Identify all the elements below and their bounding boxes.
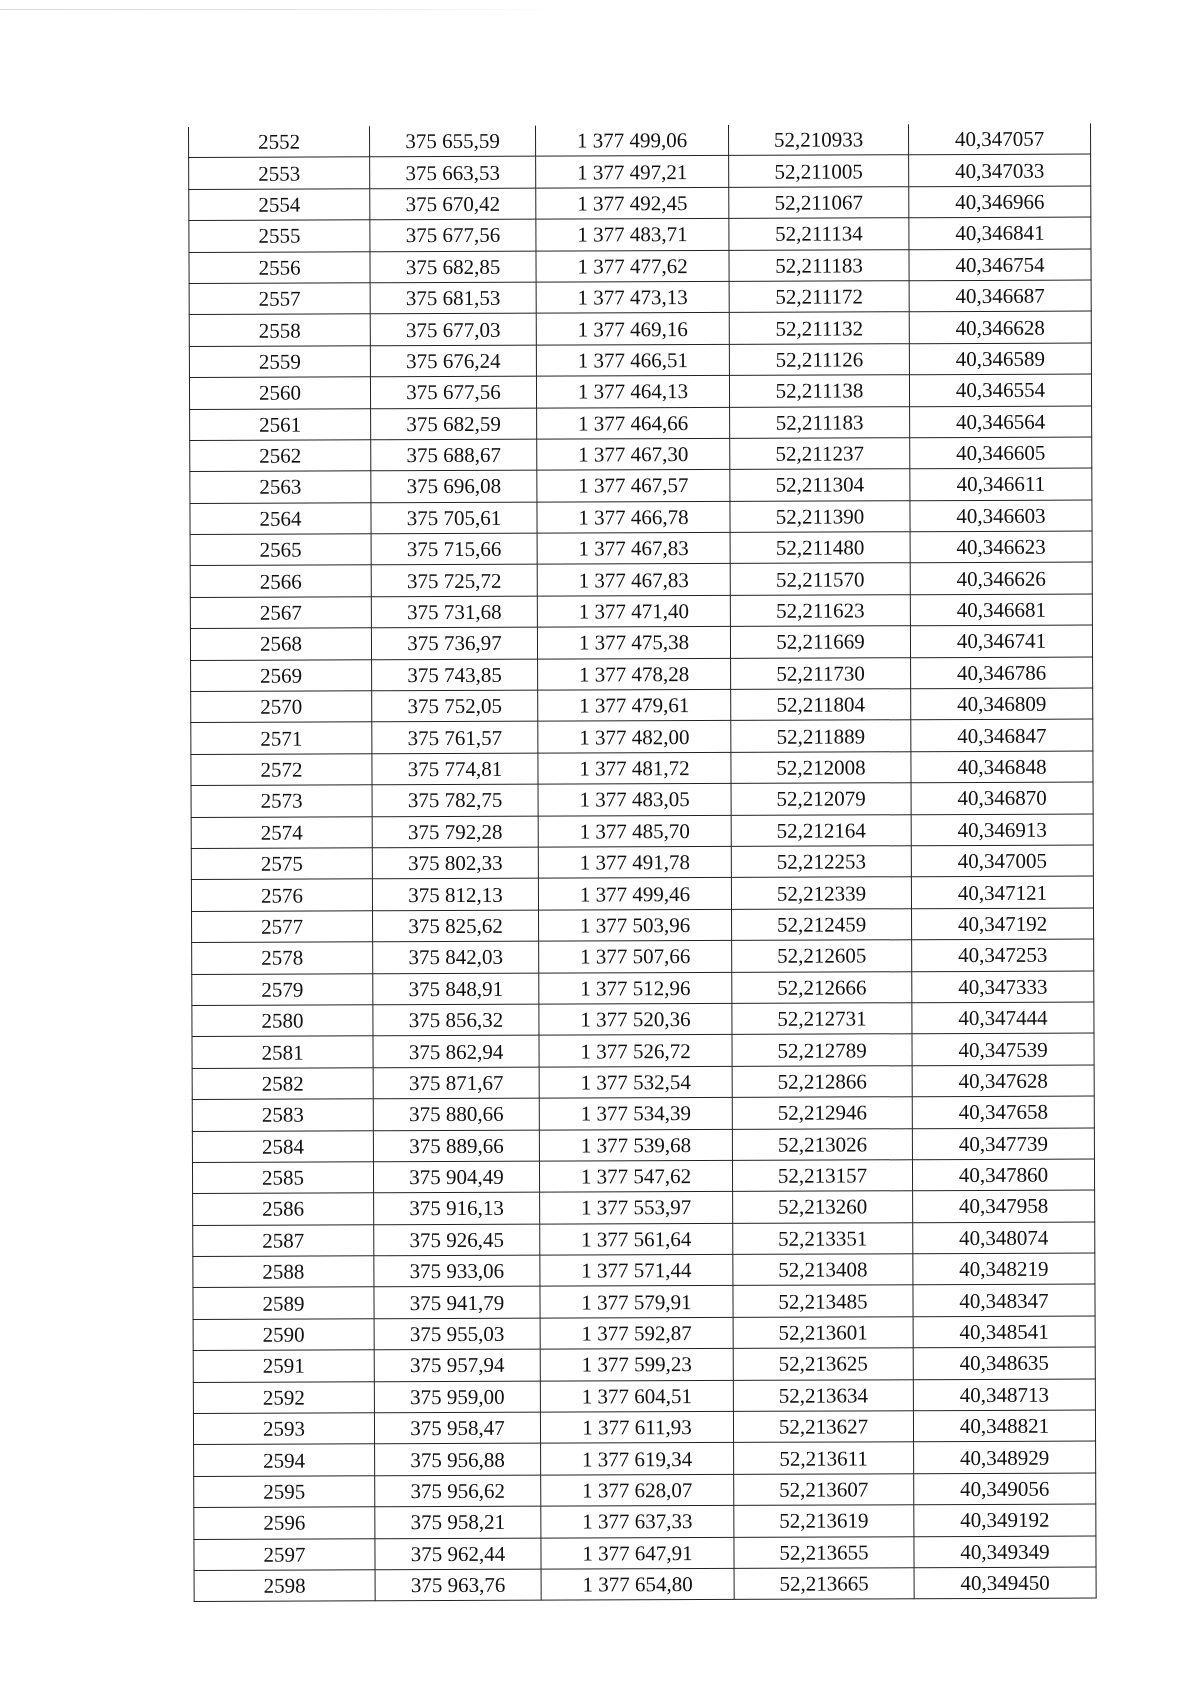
y-coordinate-cell: 1 377 477,62	[536, 250, 729, 282]
point-number-cell: 2560	[189, 377, 370, 409]
table-row	[191, 814, 1093, 849]
latitude-cell: 52,212666	[732, 971, 912, 1003]
table-row	[192, 1128, 1094, 1163]
coordinates-table	[188, 124, 1097, 1603]
y-coordinate-cell: 1 377 520,36	[539, 1003, 732, 1035]
x-coordinate-cell: 375 736,97	[371, 627, 537, 659]
table-row	[193, 1190, 1095, 1225]
y-coordinate-cell: 1 377 485,70	[538, 815, 731, 847]
latitude-cell: 52,211237	[730, 438, 910, 470]
y-coordinate-cell: 1 377 507,66	[539, 941, 732, 973]
table-row	[193, 1379, 1095, 1414]
x-coordinate-cell: 375 792,28	[372, 816, 538, 848]
longitude-cell: 40,349349	[914, 1536, 1096, 1568]
x-coordinate-cell: 375 663,53	[370, 157, 536, 189]
table-row	[189, 343, 1091, 378]
point-number-cell: 2554	[189, 189, 370, 221]
table-row	[190, 437, 1092, 472]
table-row	[191, 719, 1093, 754]
table-row	[193, 1253, 1095, 1288]
latitude-cell: 52,213627	[733, 1411, 913, 1443]
table-row	[194, 1504, 1096, 1539]
x-coordinate-cell: 375 889,66	[373, 1130, 539, 1162]
table-row	[189, 124, 1091, 158]
longitude-cell: 40,346623	[910, 531, 1092, 563]
longitude-cell: 40,347628	[912, 1065, 1094, 1097]
latitude-cell: 52,211390	[730, 500, 910, 532]
latitude-cell: 52,211183	[730, 406, 910, 438]
table-row	[191, 751, 1093, 786]
longitude-cell: 40,346628	[909, 311, 1091, 343]
latitude-cell: 52,211570	[730, 563, 910, 595]
latitude-cell: 52,212253	[731, 846, 911, 878]
point-number-cell: 2552	[189, 126, 370, 158]
y-coordinate-cell: 1 377 464,66	[537, 407, 730, 439]
latitude-cell: 52,212459	[732, 908, 912, 940]
latitude-cell: 52,211669	[730, 626, 910, 658]
longitude-cell: 40,346841	[909, 217, 1091, 249]
x-coordinate-cell: 375 933,06	[374, 1255, 540, 1287]
x-coordinate-cell: 375 696,08	[371, 470, 537, 502]
y-coordinate-cell: 1 377 553,97	[540, 1192, 733, 1224]
point-number-cell: 2553	[189, 157, 370, 189]
y-coordinate-cell: 1 377 534,39	[539, 1098, 732, 1130]
point-number-cell: 2588	[193, 1256, 374, 1288]
point-number-cell: 2567	[190, 597, 371, 629]
latitude-cell: 52,213611	[734, 1442, 914, 1474]
longitude-cell: 40,348219	[913, 1253, 1095, 1285]
latitude-cell: 52,213260	[733, 1191, 913, 1223]
point-number-cell: 2595	[194, 1476, 375, 1508]
table-row	[192, 939, 1094, 974]
latitude-cell: 52,213619	[734, 1505, 914, 1537]
longitude-cell: 40,346603	[910, 500, 1092, 532]
longitude-cell: 40,346554	[909, 374, 1091, 406]
latitude-cell: 52,213634	[733, 1379, 913, 1411]
table-row	[189, 249, 1091, 284]
point-number-cell: 2570	[191, 691, 372, 723]
longitude-cell: 40,346966	[909, 186, 1091, 218]
latitude-cell: 52,212946	[732, 1097, 912, 1129]
y-coordinate-cell: 1 377 532,54	[539, 1066, 732, 1098]
point-number-cell: 2583	[192, 1099, 373, 1131]
y-coordinate-cell: 1 377 469,16	[536, 313, 729, 345]
longitude-cell: 40,346754	[909, 249, 1091, 281]
point-number-cell: 2571	[191, 722, 372, 754]
y-coordinate-cell: 1 377 499,06	[535, 125, 728, 157]
point-number-cell: 2592	[193, 1381, 374, 1413]
point-number-cell: 2587	[193, 1224, 374, 1256]
y-coordinate-cell: 1 377 478,28	[538, 658, 731, 690]
y-coordinate-cell: 1 377 561,64	[540, 1223, 733, 1255]
y-coordinate-cell: 1 377 539,68	[539, 1129, 732, 1161]
y-coordinate-cell: 1 377 599,23	[540, 1349, 733, 1381]
table-row	[192, 1159, 1094, 1194]
y-coordinate-cell: 1 377 579,91	[540, 1286, 733, 1318]
table-row	[189, 217, 1091, 252]
longitude-cell: 40,346626	[910, 563, 1092, 595]
longitude-cell: 40,347539	[912, 1033, 1094, 1065]
longitude-cell: 40,346564	[910, 406, 1092, 438]
longitude-cell: 40,347057	[908, 124, 1090, 156]
x-coordinate-cell: 375 670,42	[370, 188, 536, 220]
x-coordinate-cell: 375 904,49	[373, 1161, 539, 1193]
latitude-cell: 52,211183	[729, 249, 909, 281]
longitude-cell: 40,347333	[912, 971, 1094, 1003]
latitude-cell: 52,212789	[732, 1034, 912, 1066]
longitude-cell: 40,346847	[911, 719, 1093, 751]
x-coordinate-cell: 375 774,81	[372, 753, 538, 785]
table-row	[193, 1222, 1095, 1257]
point-number-cell: 2558	[189, 314, 370, 346]
point-number-cell: 2593	[193, 1413, 374, 1445]
longitude-cell: 40,347033	[909, 154, 1091, 186]
x-coordinate-cell: 375 871,67	[373, 1067, 539, 1099]
point-number-cell: 2568	[190, 628, 371, 660]
x-coordinate-cell: 375 676,24	[370, 345, 536, 377]
x-coordinate-cell: 375 725,72	[371, 565, 537, 597]
latitude-cell: 52,211730	[731, 657, 911, 689]
latitude-cell: 52,211304	[730, 469, 910, 501]
scan-edge-line	[0, 9, 560, 10]
longitude-cell: 40,346848	[911, 751, 1093, 783]
longitude-cell: 40,347860	[912, 1159, 1094, 1191]
y-coordinate-cell: 1 377 467,30	[537, 438, 730, 470]
point-number-cell: 2561	[190, 408, 371, 440]
latitude-cell: 52,212731	[732, 1003, 912, 1035]
table-row	[191, 845, 1093, 880]
y-coordinate-cell: 1 377 526,72	[539, 1035, 732, 1067]
y-coordinate-cell: 1 377 481,72	[538, 752, 731, 784]
longitude-cell: 40,348635	[913, 1347, 1095, 1379]
table-row	[190, 531, 1092, 566]
latitude-cell: 52,213665	[734, 1568, 914, 1600]
point-number-cell: 2594	[194, 1444, 375, 1476]
y-coordinate-cell: 1 377 647,91	[541, 1537, 734, 1569]
table-row	[189, 374, 1091, 409]
table-row	[190, 468, 1092, 503]
table-row	[193, 1347, 1095, 1382]
longitude-cell: 40,346687	[909, 280, 1091, 312]
y-coordinate-cell: 1 377 475,38	[537, 627, 730, 659]
latitude-cell: 52,213655	[734, 1536, 914, 1568]
y-coordinate-cell: 1 377 471,40	[537, 595, 730, 627]
x-coordinate-cell: 375 848,91	[373, 973, 539, 1005]
table-row	[194, 1441, 1096, 1476]
table-row	[189, 311, 1091, 346]
y-coordinate-cell: 1 377 473,13	[536, 281, 729, 313]
latitude-cell: 52,212866	[732, 1065, 912, 1097]
y-coordinate-cell: 1 377 497,21	[536, 156, 729, 188]
latitude-cell: 52,212079	[731, 783, 911, 815]
longitude-cell: 40,346681	[910, 594, 1092, 626]
table-row	[193, 1410, 1095, 1445]
latitude-cell: 52,213625	[733, 1348, 913, 1380]
longitude-cell: 40,347253	[912, 939, 1094, 971]
x-coordinate-cell: 375 959,00	[374, 1381, 540, 1413]
longitude-cell: 40,346786	[911, 657, 1093, 689]
y-coordinate-cell: 1 377 482,00	[538, 721, 731, 753]
latitude-cell: 52,213408	[733, 1254, 913, 1286]
latitude-cell: 52,212339	[731, 877, 911, 909]
point-number-cell: 2576	[191, 879, 372, 911]
document-page-body	[188, 124, 1096, 1603]
table-row	[193, 1284, 1095, 1319]
table-row	[194, 1536, 1096, 1571]
table-row	[191, 688, 1093, 723]
point-number-cell: 2564	[190, 502, 371, 534]
y-coordinate-cell: 1 377 637,33	[541, 1506, 734, 1538]
x-coordinate-cell: 375 761,57	[372, 722, 538, 754]
longitude-cell: 40,348074	[913, 1222, 1095, 1254]
latitude-cell: 52,212008	[731, 752, 911, 784]
table-row	[190, 406, 1092, 441]
x-coordinate-cell: 375 655,59	[369, 126, 535, 158]
point-number-cell: 2574	[191, 816, 372, 848]
x-coordinate-cell: 375 812,13	[372, 879, 538, 911]
x-coordinate-cell: 375 705,61	[371, 502, 537, 534]
longitude-cell: 40,349192	[914, 1504, 1096, 1536]
point-number-cell: 2557	[189, 283, 370, 315]
table-row	[192, 1096, 1094, 1131]
point-number-cell: 2578	[192, 942, 373, 974]
latitude-cell: 52,211480	[730, 532, 910, 564]
longitude-cell: 40,347192	[912, 908, 1094, 940]
table-row	[192, 1065, 1094, 1100]
latitude-cell: 52,211172	[729, 281, 909, 313]
y-coordinate-cell: 1 377 483,05	[538, 784, 731, 816]
y-coordinate-cell: 1 377 492,45	[536, 187, 729, 219]
y-coordinate-cell: 1 377 611,93	[540, 1411, 733, 1443]
longitude-cell: 40,346870	[911, 782, 1093, 814]
table-row	[191, 876, 1093, 911]
x-coordinate-cell: 375 962,44	[375, 1538, 541, 1570]
longitude-cell: 40,347658	[912, 1096, 1094, 1128]
point-number-cell: 2591	[193, 1350, 374, 1382]
coordinates-table-body	[189, 124, 1097, 1602]
x-coordinate-cell: 375 677,03	[370, 314, 536, 346]
table-row	[189, 186, 1091, 221]
x-coordinate-cell: 375 682,59	[371, 408, 537, 440]
y-coordinate-cell: 1 377 499,46	[538, 878, 731, 910]
y-coordinate-cell: 1 377 619,34	[541, 1443, 734, 1475]
y-coordinate-cell: 1 377 503,96	[539, 909, 732, 941]
x-coordinate-cell: 375 715,66	[371, 533, 537, 565]
table-row	[192, 1002, 1094, 1037]
latitude-cell: 52,213026	[732, 1128, 912, 1160]
x-coordinate-cell: 375 957,94	[374, 1349, 540, 1381]
y-coordinate-cell: 1 377 467,83	[537, 532, 730, 564]
x-coordinate-cell: 375 856,32	[373, 1004, 539, 1036]
x-coordinate-cell: 375 963,76	[375, 1569, 541, 1601]
point-number-cell: 2559	[189, 346, 370, 378]
point-number-cell: 2596	[194, 1507, 375, 1539]
point-number-cell: 2598	[194, 1570, 375, 1602]
y-coordinate-cell: 1 377 512,96	[539, 972, 732, 1004]
longitude-cell: 40,346913	[911, 814, 1093, 846]
latitude-cell: 52,213485	[733, 1285, 913, 1317]
y-coordinate-cell: 1 377 467,57	[537, 470, 730, 502]
x-coordinate-cell: 375 958,47	[374, 1412, 540, 1444]
x-coordinate-cell: 375 955,03	[374, 1318, 540, 1350]
latitude-cell: 52,210933	[728, 124, 908, 156]
latitude-cell: 52,211067	[729, 187, 909, 219]
x-coordinate-cell: 375 958,21	[375, 1506, 541, 1538]
x-coordinate-cell: 375 688,67	[371, 439, 537, 471]
point-number-cell: 2577	[192, 911, 373, 943]
point-number-cell: 2581	[192, 1036, 373, 1068]
x-coordinate-cell: 375 731,68	[371, 596, 537, 628]
y-coordinate-cell: 1 377 547,62	[539, 1160, 732, 1192]
point-number-cell: 2580	[192, 1005, 373, 1037]
x-coordinate-cell: 375 677,56	[370, 219, 536, 251]
table-row	[190, 500, 1092, 535]
table-row	[190, 594, 1092, 629]
point-number-cell: 2569	[191, 659, 372, 691]
y-coordinate-cell: 1 377 483,71	[536, 219, 729, 251]
longitude-cell: 40,347005	[911, 845, 1093, 877]
point-number-cell: 2597	[194, 1538, 375, 1570]
point-number-cell: 2582	[192, 1068, 373, 1100]
longitude-cell: 40,348713	[913, 1379, 1095, 1411]
longitude-cell: 40,346589	[909, 343, 1091, 375]
point-number-cell: 2579	[192, 973, 373, 1005]
longitude-cell: 40,348347	[913, 1284, 1095, 1316]
point-number-cell: 2585	[192, 1162, 373, 1194]
longitude-cell: 40,349450	[914, 1567, 1096, 1599]
y-coordinate-cell: 1 377 466,51	[536, 344, 729, 376]
point-number-cell: 2563	[190, 471, 371, 503]
x-coordinate-cell: 375 681,53	[370, 282, 536, 314]
y-coordinate-cell: 1 377 479,61	[538, 689, 731, 721]
x-coordinate-cell: 375 956,88	[375, 1444, 541, 1476]
latitude-cell: 52,211005	[729, 155, 909, 187]
y-coordinate-cell: 1 377 604,51	[540, 1380, 733, 1412]
latitude-cell: 52,211126	[729, 343, 909, 375]
point-number-cell: 2590	[193, 1319, 374, 1351]
x-coordinate-cell: 375 682,85	[370, 251, 536, 283]
latitude-cell: 52,211132	[729, 312, 909, 344]
point-number-cell: 2584	[192, 1130, 373, 1162]
y-coordinate-cell: 1 377 466,78	[537, 501, 730, 533]
point-number-cell: 2566	[190, 565, 371, 597]
point-number-cell: 2575	[191, 848, 372, 880]
latitude-cell: 52,213351	[733, 1222, 913, 1254]
x-coordinate-cell: 375 743,85	[372, 659, 538, 691]
y-coordinate-cell: 1 377 571,44	[540, 1254, 733, 1286]
table-row	[191, 782, 1093, 817]
point-number-cell: 2572	[191, 754, 372, 786]
latitude-cell: 52,211889	[731, 720, 911, 752]
longitude-cell: 40,348821	[913, 1410, 1095, 1442]
longitude-cell: 40,346611	[910, 468, 1092, 500]
table-row	[189, 280, 1091, 315]
y-coordinate-cell: 1 377 467,83	[537, 564, 730, 596]
table-row	[191, 657, 1093, 692]
table-row	[189, 154, 1091, 189]
point-number-cell: 2555	[189, 220, 370, 252]
x-coordinate-cell: 375 752,05	[372, 690, 538, 722]
table-row	[192, 971, 1094, 1006]
x-coordinate-cell: 375 677,56	[370, 376, 536, 408]
latitude-cell: 52,212164	[731, 814, 911, 846]
longitude-cell: 40,347121	[911, 876, 1093, 908]
y-coordinate-cell: 1 377 654,80	[541, 1568, 734, 1600]
longitude-cell: 40,346605	[910, 437, 1092, 469]
x-coordinate-cell: 375 956,62	[375, 1475, 541, 1507]
longitude-cell: 40,348541	[913, 1316, 1095, 1348]
x-coordinate-cell: 375 926,45	[374, 1224, 540, 1256]
latitude-cell: 52,211134	[729, 218, 909, 250]
longitude-cell: 40,348929	[914, 1441, 1096, 1473]
point-number-cell: 2565	[190, 534, 371, 566]
point-number-cell: 2573	[191, 785, 372, 817]
x-coordinate-cell: 375 802,33	[372, 847, 538, 879]
x-coordinate-cell: 375 842,03	[373, 941, 539, 973]
latitude-cell: 52,213157	[732, 1160, 912, 1192]
point-number-cell: 2586	[193, 1193, 374, 1225]
longitude-cell: 40,346741	[910, 625, 1092, 657]
x-coordinate-cell: 375 916,13	[374, 1192, 540, 1224]
y-coordinate-cell: 1 377 491,78	[538, 846, 731, 878]
table-row	[194, 1567, 1096, 1602]
table-row	[190, 625, 1092, 660]
point-number-cell: 2556	[189, 251, 370, 283]
table-row	[193, 1316, 1095, 1351]
table-row	[192, 1033, 1094, 1068]
x-coordinate-cell: 375 862,94	[373, 1035, 539, 1067]
latitude-cell: 52,212605	[732, 940, 912, 972]
x-coordinate-cell: 375 782,75	[372, 784, 538, 816]
longitude-cell: 40,346809	[911, 688, 1093, 720]
latitude-cell: 52,213601	[733, 1317, 913, 1349]
x-coordinate-cell: 375 880,66	[373, 1098, 539, 1130]
longitude-cell: 40,347444	[912, 1002, 1094, 1034]
latitude-cell: 52,211804	[731, 689, 911, 721]
y-coordinate-cell: 1 377 628,07	[541, 1474, 734, 1506]
longitude-cell: 40,347958	[913, 1190, 1095, 1222]
latitude-cell: 52,211623	[730, 595, 910, 627]
latitude-cell: 52,211138	[729, 375, 909, 407]
table-row	[190, 563, 1092, 598]
table-row	[192, 908, 1094, 943]
y-coordinate-cell: 1 377 592,87	[540, 1317, 733, 1349]
table-row	[194, 1473, 1096, 1508]
x-coordinate-cell: 375 825,62	[373, 910, 539, 942]
point-number-cell: 2562	[190, 440, 371, 472]
longitude-cell: 40,349056	[914, 1473, 1096, 1505]
x-coordinate-cell: 375 941,79	[374, 1287, 540, 1319]
y-coordinate-cell: 1 377 464,13	[536, 376, 729, 408]
longitude-cell: 40,347739	[912, 1128, 1094, 1160]
latitude-cell: 52,213607	[734, 1474, 914, 1506]
point-number-cell: 2589	[193, 1287, 374, 1319]
